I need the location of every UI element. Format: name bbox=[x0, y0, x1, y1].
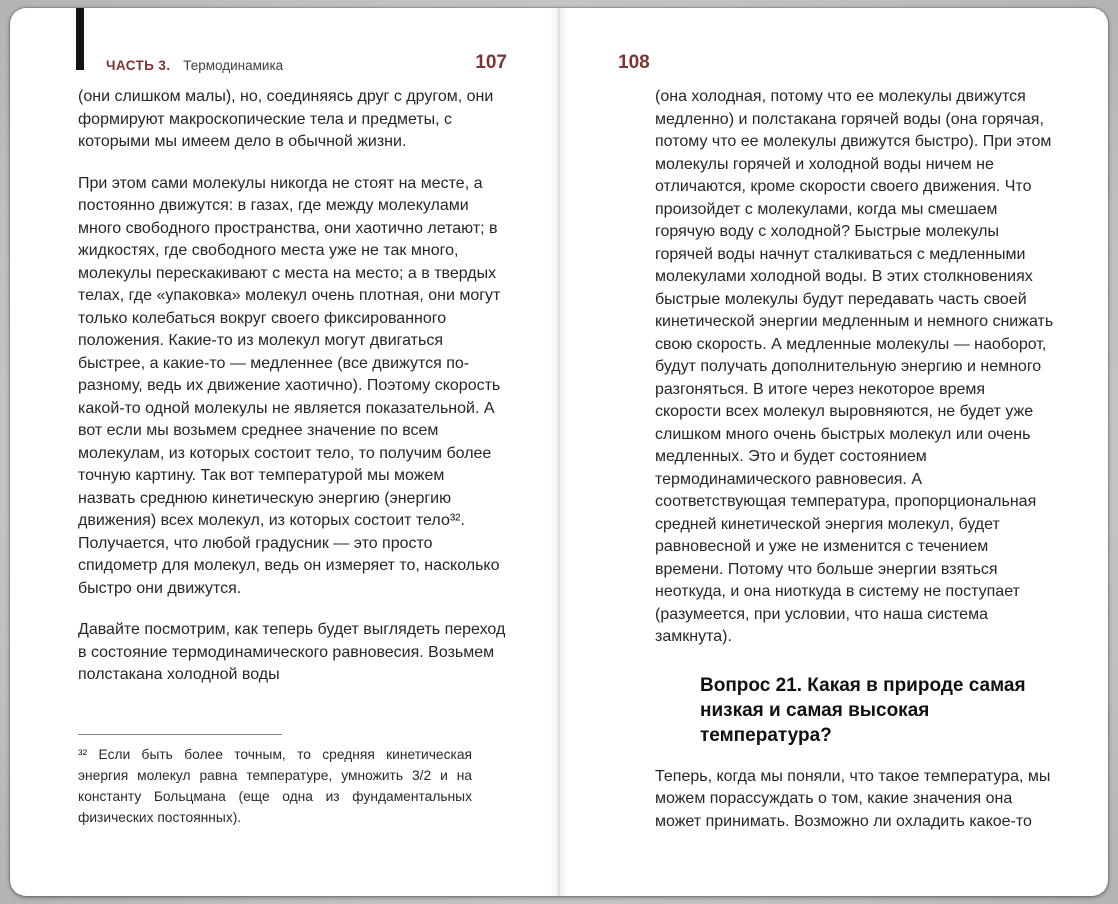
body-paragraph: Давайте посмотрим, как теперь будет выглядеть переход в состояние термодинамического равновесия. Возьмем полстакана холодной воды bbox=[78, 621, 506, 683]
body-paragraph: Теперь, когда мы поняли, что такое температура, мы можем порассуждать о том, какие значения она может принимать. Возможно ли охладить какое-то bbox=[655, 767, 1051, 830]
running-header bbox=[106, 58, 283, 73]
body-paragraph: (они слишком малы), но, соединяясь друг с другом, они формируют макроскопические тела и предметы, с которыми мы имеем дело в обычной жизни. bbox=[78, 88, 494, 150]
part-label: ЧАСТЬ 3. bbox=[106, 58, 171, 73]
body-paragraph: (она холодная, потому что ее молекулы движутся медленно) и полстакана горячей воды (она горячая, потому что ее молекулы движутся быстро). При этом молекулы горячей и холодной воды ничем не отличаются, кроме скорости своего движения. Что произойдет с молекулами, когда мы смешаем горячую воду с холодной? Быстрые молекулы горячей воды начнут сталкиваться с медленными молекулами холодной воды. В этих столкновениях быстрые молекулы будут передавать часть своей кинетической энергии медленным и немного снижать свою скорость. А медленные молекулы — наоборот, будут получать дополнительную энергию и немного разгоняться. В итоге через некоторое время скорости всех молекул выровняются, не будет уже слишком много очень быстрых молекул или очень медленных. Это и будет состоянием термодинамического равновесия. А соответствующая температура, пропорциональная средней кинетической энергия молекул, будет равновесной и уже не изменится с течением времени. Потому что больше энергии взяться неоткуда, и она ниоткуда в систему не поступает (разумеется, при условии, что наша система замкнута). bbox=[655, 88, 1054, 645]
part-title: Термодинамика bbox=[183, 58, 284, 73]
section-heading: Вопрос 21. Какая в природе самая низкая и самая высокая температура? bbox=[700, 674, 1026, 746]
right-page bbox=[559, 8, 1108, 896]
right-page-body bbox=[655, 86, 1055, 852]
footnote-rule bbox=[78, 734, 282, 735]
body-paragraph: При этом сами молекулы никогда не стоят на месте, а постоянно движутся: в газах, где между молекулами много свободного пространства, они хаотично летают; в жидкостях, где свободного места уже не так много, молекулы перескакивают с места на место; а в твердых телах, где «упаковка» молекул очень плотная, они могут только колебаться вокруг своего фиксированного положения. Какие-то из молекул могут двигаться быстрее, а какие-то — медленнее (все движутся по-разному, ведь их движение хаотично). Поэтому скорость какой-то одной молекулы не является показательной. А вот если мы возьмем среднее значение по всем молекулам, из которых состоит тело, то получим более точную картину. Так вот температурой мы можем назвать среднюю кинетическую энергию (энергию движения) всех молекул, из которых состоит тело³². Получается, что любой градусник — это просто спидометр для молекул, ведь он измеряет то, насколько быстро они движутся. bbox=[78, 174, 501, 597]
left-page bbox=[10, 8, 559, 896]
book-spread bbox=[10, 8, 1108, 896]
footnote-text: ³² Если быть более точным, то средняя кинетическая энергия молекул равна температуре, умножить 3/2 и на константу Больцмана (еще одна из фундаментальных физических постоянных). bbox=[78, 747, 472, 825]
page-number-right: 108 bbox=[618, 52, 650, 73]
page-number-left: 107 bbox=[475, 52, 507, 73]
left-page-body bbox=[78, 86, 506, 706]
chapter-marker-bar bbox=[76, 8, 84, 70]
